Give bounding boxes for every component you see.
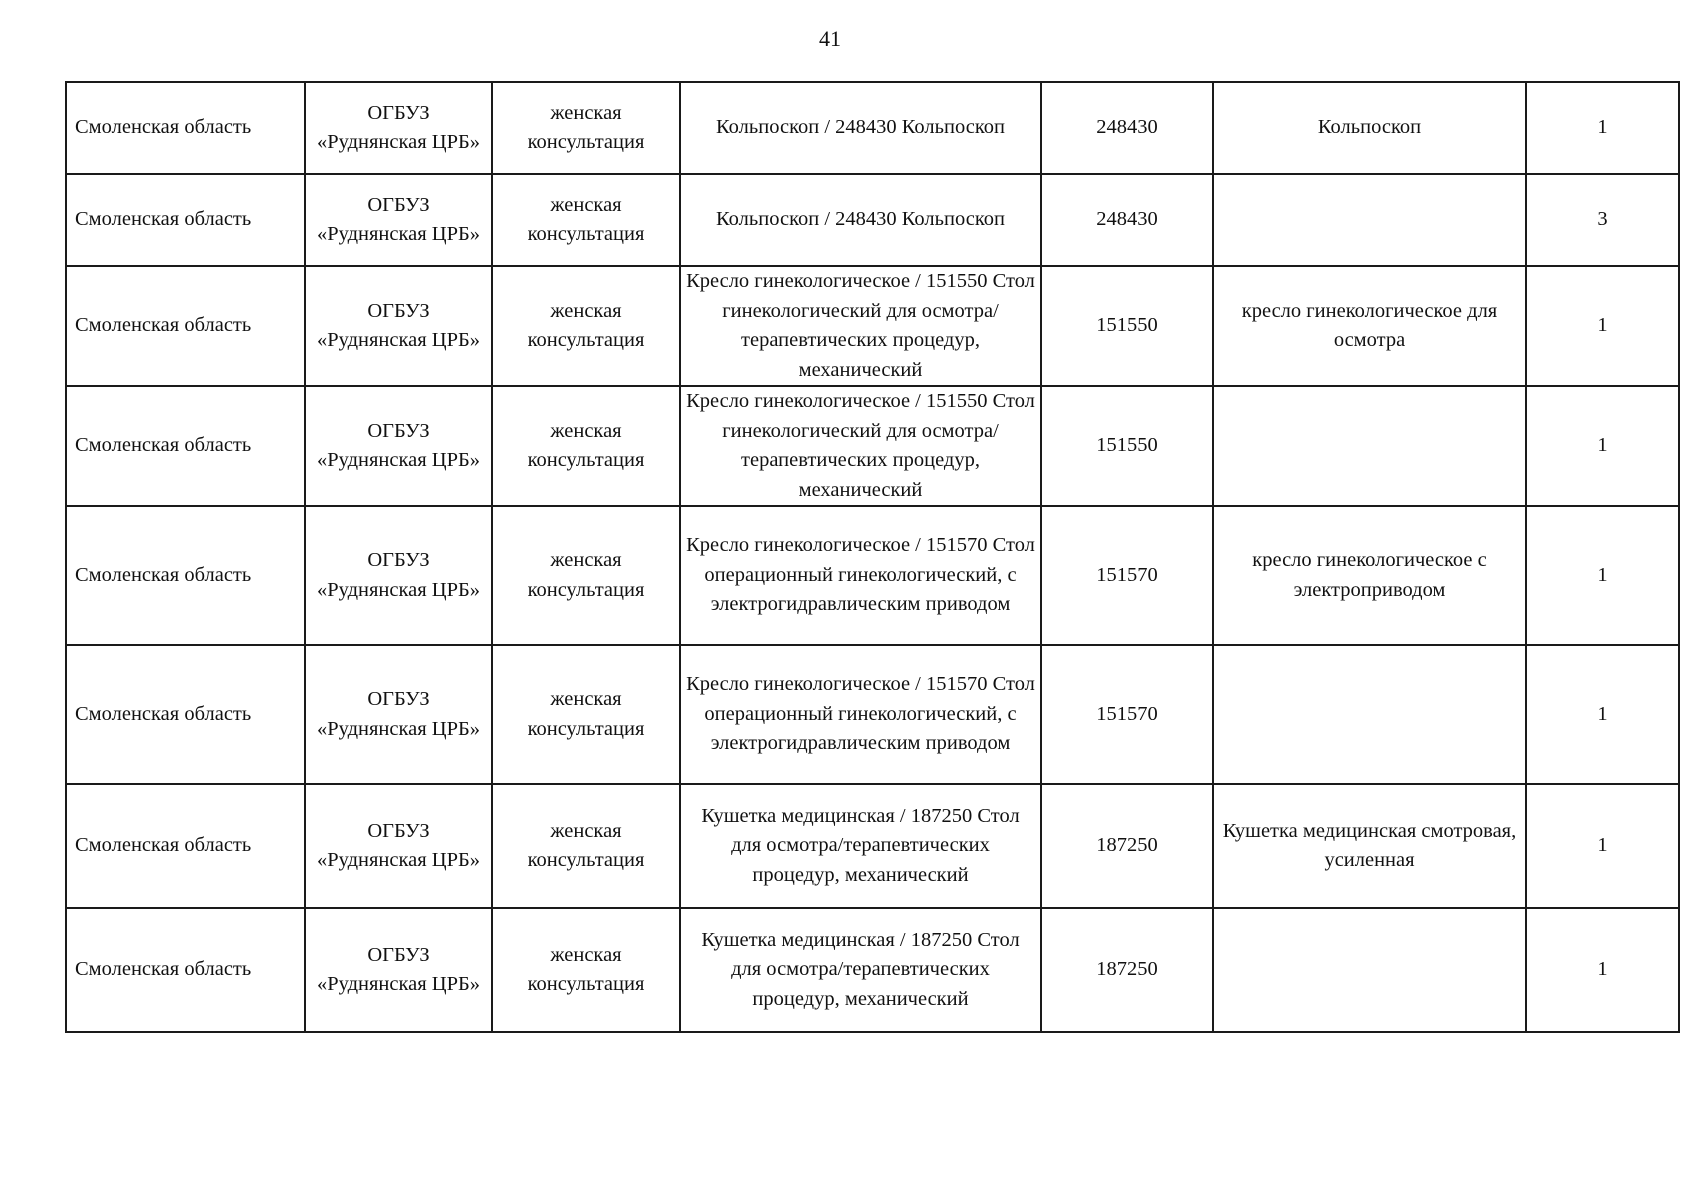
institution-cell: ОГБУЗ «Руднянская ЦРБ» [305,908,492,1032]
quantity-cell: 1 [1526,506,1679,645]
equipment-cell: Кушетка медицинская / 187250 Стол для осмотра/терапевтических процедур, механический [680,784,1041,908]
code-cell: 187250 [1041,908,1213,1032]
code-cell: 248430 [1041,82,1213,174]
table-row [66,386,1679,506]
note-cell [1213,908,1526,1032]
quantity-cell: 1 [1526,908,1679,1032]
region-cell: Смоленская область [66,386,305,506]
region-cell: Смоленская область [66,908,305,1032]
code-cell: 187250 [1041,784,1213,908]
note-cell: кресло гинекологическое с электроприводом [1213,506,1526,645]
equipment-cell: Кресло гинекологическое / 151570 Стол операционный гинекологический, с электрогидравлическим приводом [680,645,1041,784]
quantity-cell: 3 [1526,174,1679,266]
department-cell: женская консультация [492,506,680,645]
code-cell: 151550 [1041,266,1213,386]
institution-cell: ОГБУЗ «Руднянская ЦРБ» [305,82,492,174]
note-cell: Кушетка медицинская смотровая, усиленная [1213,784,1526,908]
region-cell: Смоленская область [66,784,305,908]
table-row [66,506,1679,645]
equipment-table [65,81,1680,1033]
department-cell: женская консультация [492,82,680,174]
institution-cell: ОГБУЗ «Руднянская ЦРБ» [305,386,492,506]
equipment-cell: Кресло гинекологическое / 151550 Стол гинекологический для осмотра/терапевтических процедур, механический [680,266,1041,386]
institution-cell: ОГБУЗ «Руднянская ЦРБ» [305,784,492,908]
institution-cell: ОГБУЗ «Руднянская ЦРБ» [305,174,492,266]
institution-cell: ОГБУЗ «Руднянская ЦРБ» [305,506,492,645]
code-cell: 248430 [1041,174,1213,266]
quantity-cell: 1 [1526,266,1679,386]
note-cell [1213,645,1526,784]
note-cell [1213,386,1526,506]
equipment-cell: Кушетка медицинская / 187250 Стол для осмотра/терапевтических процедур, механический [680,908,1041,1032]
code-cell: 151570 [1041,645,1213,784]
region-cell: Смоленская область [66,82,305,174]
table-row [66,908,1679,1032]
institution-cell: ОГБУЗ «Руднянская ЦРБ» [305,266,492,386]
equipment-cell: Кольпоскоп / 248430 Кольпоскоп [680,174,1041,266]
department-cell: женская консультация [492,645,680,784]
equipment-cell: Кольпоскоп / 248430 Кольпоскоп [680,82,1041,174]
equipment-cell: Кресло гинекологическое / 151570 Стол операционный гинекологический, с электрогидравлическим приводом [680,506,1041,645]
department-cell: женская консультация [492,784,680,908]
note-cell [1213,174,1526,266]
equipment-cell: Кресло гинекологическое / 151550 Стол гинекологический для осмотра/терапевтических процедур, механический [680,386,1041,506]
department-cell: женская консультация [492,174,680,266]
quantity-cell: 1 [1526,784,1679,908]
quantity-cell: 1 [1526,82,1679,174]
code-cell: 151570 [1041,506,1213,645]
department-cell: женская консультация [492,266,680,386]
note-cell: кресло гинекологическое для осмотра [1213,266,1526,386]
department-cell: женская консультация [492,908,680,1032]
page-number: 41 [819,26,841,51]
department-cell: женская консультация [492,386,680,506]
table-row [66,82,1679,174]
region-cell: Смоленская область [66,174,305,266]
table-row [66,266,1679,386]
table-row [66,174,1679,266]
quantity-cell: 1 [1526,645,1679,784]
table-row [66,645,1679,784]
region-cell: Смоленская область [66,645,305,784]
quantity-cell: 1 [1526,386,1679,506]
region-cell: Смоленская область [66,506,305,645]
table-row [66,784,1679,908]
note-cell: Кольпоскоп [1213,82,1526,174]
institution-cell: ОГБУЗ «Руднянская ЦРБ» [305,645,492,784]
region-cell: Смоленская область [66,266,305,386]
code-cell: 151550 [1041,386,1213,506]
